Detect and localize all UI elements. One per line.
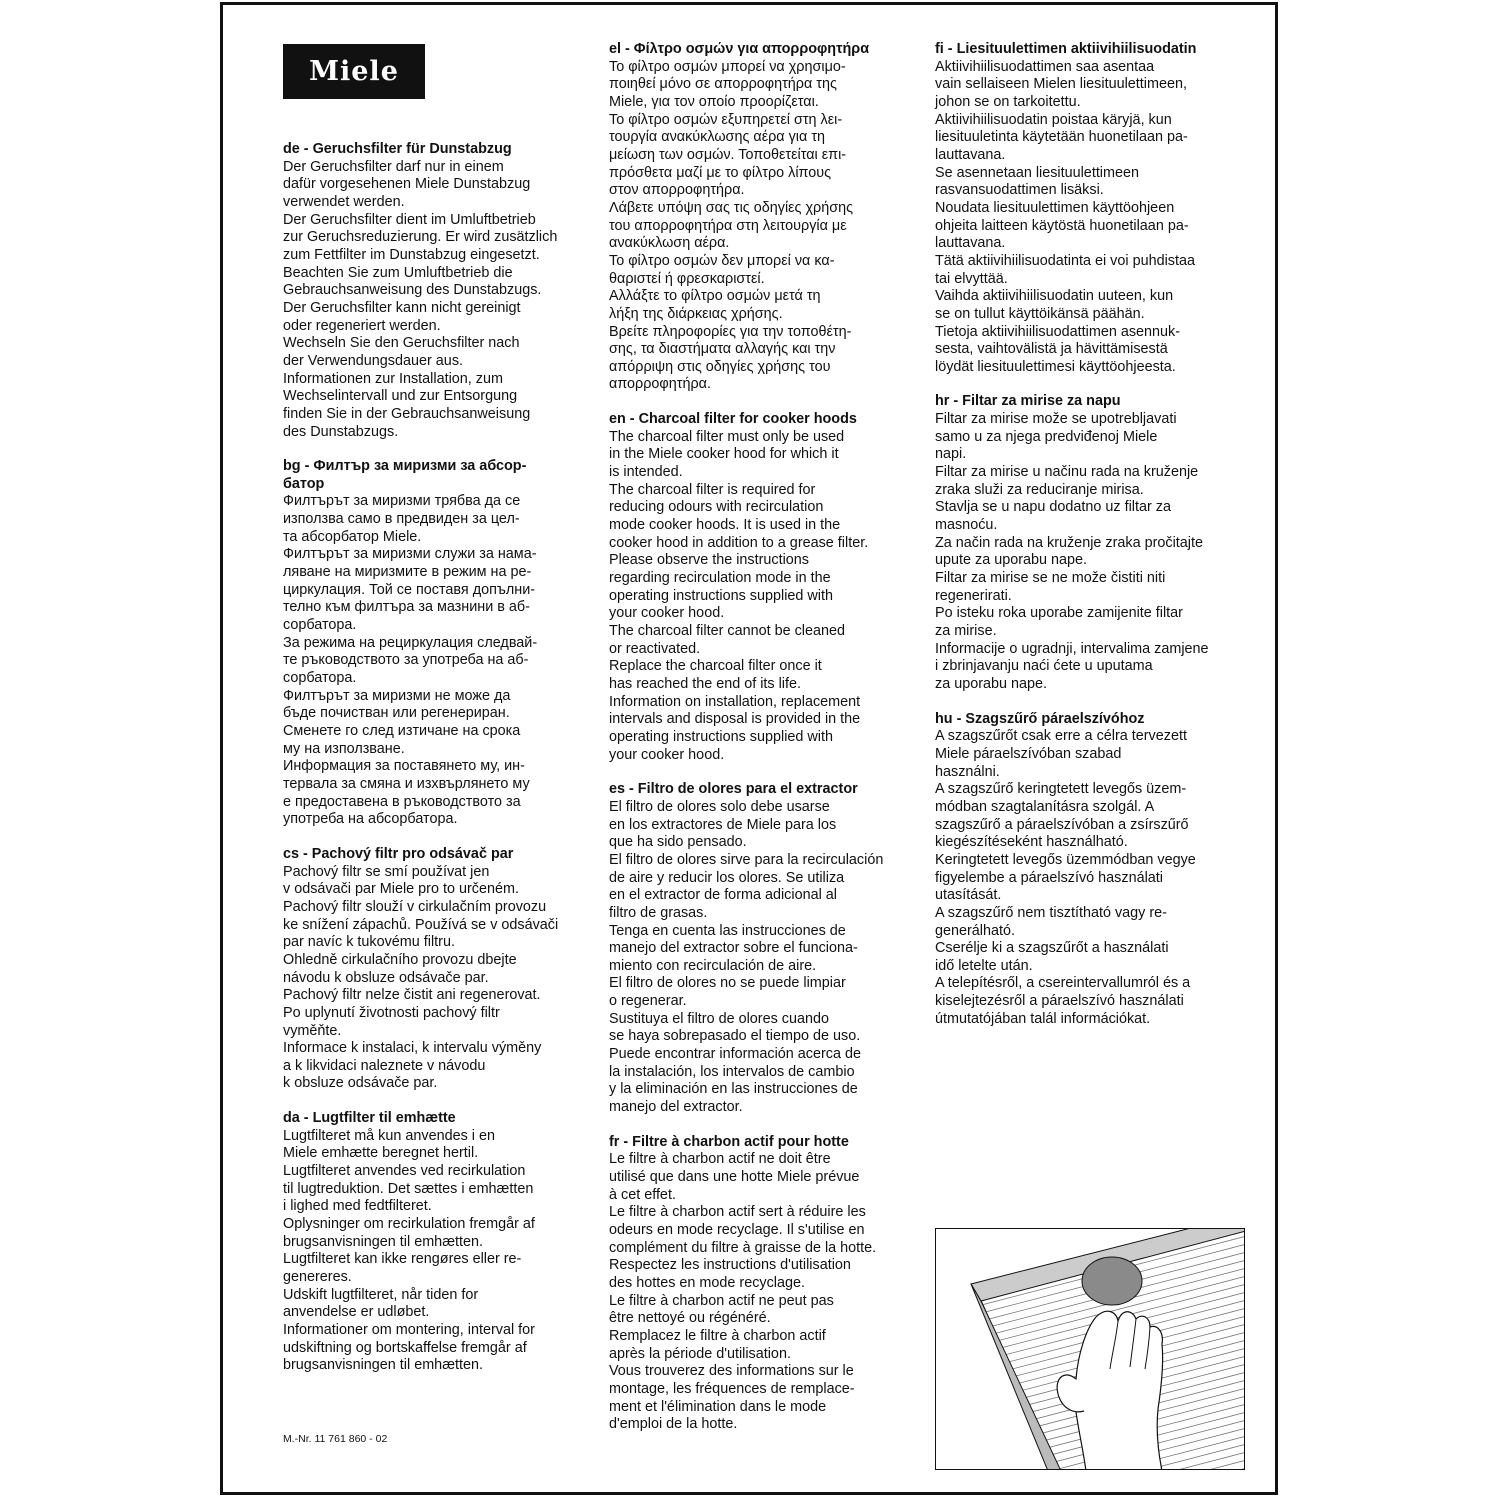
text-line: A szagszűrő nem tisztítható vagy re- bbox=[935, 904, 1167, 921]
text-line: regenerirati. bbox=[935, 587, 1012, 604]
text-line: Vaihda aktiivihiilisuodatin uuteen, kun bbox=[935, 288, 1174, 305]
text-line: използва само в предвиден за цел- bbox=[283, 511, 520, 528]
section-title: de - Geruchsfilter für Dunstabzug bbox=[283, 141, 512, 157]
text-line: Noudata liesituulettimen käyttöohjeen bbox=[935, 199, 1175, 216]
text-line: Vous trouverez des informations sur le bbox=[609, 1363, 854, 1380]
text-line: löydät liesituulettimesi käyttöohjeesta. bbox=[935, 358, 1176, 375]
text-line: par navíc k tukovému filtru. bbox=[283, 934, 455, 951]
text-line: generálható. bbox=[935, 922, 1016, 939]
section-bg bbox=[283, 458, 593, 829]
section-title-line: bg - Филтър за миризми за абсор- bbox=[283, 458, 527, 475]
text-line: Oplysninger om recirkulation fremgår af bbox=[283, 1216, 535, 1233]
text-line: za uporabu nape. bbox=[935, 675, 1048, 692]
miele-logo: Miele bbox=[283, 44, 425, 99]
text-line: Der Geruchsfilter dient im Umluftbetrieb bbox=[283, 211, 536, 228]
text-line: Le filtre à charbon actif sert à réduire les bbox=[609, 1204, 866, 1221]
text-line: en el extractor de forma adicional al bbox=[609, 887, 837, 904]
text-line: сорбатора. bbox=[283, 617, 357, 634]
text-line: Der Geruchsfilter kann nicht gereinigt bbox=[283, 299, 521, 316]
text-line: zur Geruchsreduzierung. Er wird zusätzlich bbox=[283, 229, 558, 246]
text-line: használni. bbox=[935, 763, 1000, 780]
text-line: samo u za njega predviđenoj Miele bbox=[935, 428, 1158, 445]
text-line: му на използване. bbox=[283, 740, 405, 757]
text-line: Сменете го след изтичане на срока bbox=[283, 723, 521, 739]
text-line: λήξη της διάρκειας χρήσης. bbox=[609, 305, 783, 322]
text-line: Sustituya el filtro de olores cuando bbox=[609, 1010, 829, 1027]
text-line: употреба на абсорбатора. bbox=[283, 811, 458, 828]
section-title-line: батор bbox=[283, 475, 325, 492]
section-body bbox=[935, 411, 1247, 694]
section-title: en - Charcoal filter for cooker hoods bbox=[609, 411, 857, 428]
text-line: Stavlja se u napu dodatno uz filtar za bbox=[935, 499, 1171, 516]
text-line: Le filtre à charbon actif ne doit être bbox=[609, 1151, 831, 1168]
text-line: του απορροφητήρα στη λειτουργία με bbox=[609, 217, 847, 234]
section-fr bbox=[609, 1134, 921, 1434]
text-line: szagszűrő a páraelszívóban a zsírszűrő bbox=[935, 816, 1189, 833]
text-line: Lugtfilteret må kun anvendes i en bbox=[283, 1127, 495, 1144]
text-line: Miele, για τον οποίο προορίζεται. bbox=[609, 93, 819, 110]
section-body bbox=[609, 59, 921, 394]
text-line: Ohledně cirkulačního provozu dbejte bbox=[283, 951, 517, 968]
column-1 bbox=[283, 141, 593, 1392]
text-line: Miele páraelszívóban szabad bbox=[935, 745, 1122, 762]
section-body bbox=[609, 799, 921, 1117]
text-line: de aire y reducir los olores. Se utiliza bbox=[609, 869, 845, 886]
text-line: manejo del extractor. bbox=[609, 1099, 743, 1116]
text-line: intervals and disposal is provided in the bbox=[609, 711, 861, 728]
text-line: napi. bbox=[935, 446, 967, 463]
text-line: la instalación, los intervalos de cambio bbox=[609, 1063, 855, 1080]
text-line: Βρείτε πληροφορίες για την τοποθέτη- bbox=[609, 323, 852, 340]
section-el bbox=[609, 41, 921, 394]
text-line: zraka služi za reduciranje mirisa. bbox=[935, 481, 1144, 498]
section-title: cs - Pachový filtr pro odsávač par bbox=[283, 845, 514, 862]
text-line: Lugtfilteret kan ikke rengøres eller re- bbox=[283, 1251, 522, 1268]
section-es bbox=[609, 781, 921, 1116]
text-line: Филтърът за миризми не може да bbox=[283, 687, 511, 704]
text-line: Филтърът за миризми служи за нама- bbox=[283, 546, 537, 563]
section-fi bbox=[935, 41, 1247, 376]
text-line: k obsluze odsávače par. bbox=[283, 1075, 438, 1092]
text-line: a k likvidaci naleznete v návodu bbox=[283, 1057, 486, 1074]
text-line: Pachový filtr se smí používat jen bbox=[283, 863, 490, 880]
text-line: que ha sido pensado. bbox=[609, 834, 747, 851]
text-line: Se asennetaan liesituulettimeen bbox=[935, 164, 1140, 181]
text-line: та абсорбатор Miele. bbox=[283, 528, 422, 545]
text-line: Po uplynutí životnosti pachový filtr bbox=[283, 1004, 500, 1021]
text-line: Филтърът за миризми трябва да се bbox=[283, 493, 521, 510]
text-line: oder regeneriert werden. bbox=[283, 317, 441, 334]
text-line: filtro de grasas. bbox=[609, 904, 708, 921]
section-title: hr - Filtar za mirise za napu bbox=[935, 393, 1121, 410]
text-line: Gebrauchsanweisung des Dunstabzugs. bbox=[283, 282, 542, 299]
text-line: Please observe the instructions bbox=[609, 552, 809, 569]
text-line: απορροφητήρα. bbox=[609, 376, 711, 393]
text-line: Tietoja aktiivihiilisuodattimen asennuk- bbox=[935, 323, 1181, 340]
text-line: être nettoyé ou régénéré. bbox=[609, 1310, 771, 1327]
text-line: in the Miele cooker hood for which it bbox=[609, 446, 839, 463]
text-line: тервала за смяна и изхвърлянето му bbox=[283, 775, 530, 792]
text-line: El filtro de olores sirve para la recirculación bbox=[609, 851, 884, 868]
text-line: Beachten Sie zum Umluftbetrieb die bbox=[283, 264, 513, 281]
text-line: τουργία ανακύκλωσης αέρα για τη bbox=[609, 129, 826, 146]
text-line: Informationen zur Installation, zum bbox=[283, 370, 503, 387]
text-line: i lighed med fedtfilteret. bbox=[283, 1198, 432, 1215]
section-cs bbox=[283, 846, 593, 1093]
text-line: Tenga en cuenta las instrucciones de bbox=[609, 922, 846, 939]
text-line: miento con recirculación de aire. bbox=[609, 957, 817, 974]
section-title: hu - Szagszűrő páraelszívóhoz bbox=[935, 710, 1145, 727]
text-line: Cserélje ki a szagszűrőt a használati bbox=[935, 940, 1169, 957]
text-line: lauttavana. bbox=[935, 235, 1006, 252]
text-line: mode cooker hoods. It is used in the bbox=[609, 517, 841, 534]
text-line: A szagszűrő keringtetett levegős üzem- bbox=[935, 781, 1187, 798]
column-2 bbox=[609, 41, 921, 1451]
text-line: utasítását. bbox=[935, 887, 1002, 904]
text-line: liesituuletinta käytetään huonetilaan pa- bbox=[935, 129, 1188, 146]
text-line: anvendelse er udløbet. bbox=[283, 1304, 430, 1321]
section-body bbox=[283, 493, 593, 828]
text-line: módban szagtalanításra szolgál. A bbox=[935, 798, 1155, 815]
text-line: der Verwendungsdauer aus. bbox=[283, 352, 464, 369]
text-line: Aktiivihiilisuodatin poistaa käryjä, kun bbox=[935, 111, 1172, 128]
text-line: στον απορροφητήρα. bbox=[609, 182, 745, 199]
text-line: tai elvyttää. bbox=[935, 270, 1008, 287]
text-line: à cet effet. bbox=[609, 1186, 676, 1203]
text-line: genereres. bbox=[283, 1269, 352, 1286]
text-line: Αλλάξτε το φίλτρο οσμών μετά τη bbox=[609, 288, 821, 305]
section-body bbox=[935, 59, 1247, 377]
text-line: Το φίλτρο οσμών δεν μπορεί να κα- bbox=[609, 252, 835, 269]
text-line: se on tullut käyttöikänsä päähän. bbox=[935, 305, 1145, 322]
text-line: cooker hood in addition to a grease filter. bbox=[609, 534, 869, 551]
text-line: Το φίλτρο οσμών μπορεί να χρησιμο- bbox=[609, 58, 846, 75]
text-line: Filtar za mirise se ne može čistiti niti bbox=[935, 570, 1166, 587]
text-line: σης, τα διαστήματα αλλαγής και την bbox=[609, 341, 836, 358]
text-line: návodu k obsluze odsávače par. bbox=[283, 969, 489, 986]
document-number: M.-Nr. 11 761 860 - 02 bbox=[283, 1433, 388, 1445]
text-line: lauttavana. bbox=[935, 146, 1006, 163]
text-line: ohjeita laitteen käytöstä huonetilaan pa- bbox=[935, 217, 1189, 234]
section-body bbox=[935, 728, 1247, 1028]
text-line: The charcoal filter must only be used bbox=[609, 428, 845, 445]
section-en bbox=[609, 411, 921, 764]
text-line: til lugtreduktion. Det sættes i emhætten bbox=[283, 1180, 534, 1197]
text-line: Wechselintervall und zur Entsorgung bbox=[283, 388, 518, 405]
text-line: zum Fettfilter im Dunstabzug eingesetzt. bbox=[283, 246, 540, 263]
text-line: ke snížení zápachů. Používá se v odsávači bbox=[283, 916, 559, 933]
text-line: brugsanvisningen til emhætten. bbox=[283, 1357, 483, 1374]
text-line: masnoću. bbox=[935, 517, 998, 534]
text-line: Miele emhætte beregnet hertil. bbox=[283, 1145, 479, 1162]
section-body bbox=[283, 159, 593, 442]
text-line: udskiftning og bortskaffelse fremgår af bbox=[283, 1339, 527, 1356]
section-de bbox=[283, 141, 593, 441]
text-line: Udskift lugtfilteret, når tiden for bbox=[283, 1286, 479, 1303]
text-line: johon se on tarkoitettu. bbox=[935, 93, 1081, 110]
text-line: Pachový filtr nelze čistit ani regenerovat. bbox=[283, 987, 541, 1004]
text-line: v odsávači par Miele pro to určeném. bbox=[283, 881, 519, 898]
text-line: your cooker hood. bbox=[609, 746, 725, 763]
text-line: figyelembe a páraelszívó használati bbox=[935, 869, 1163, 886]
text-line: Pachový filtr slouží v cirkulačním provozu bbox=[283, 898, 547, 915]
text-line: A telepítésről, a csereintervallumról és a bbox=[935, 975, 1191, 992]
text-line: телно към филтъра за мазнини в аб- bbox=[283, 599, 530, 616]
text-line: Information on installation, replacement bbox=[609, 693, 861, 710]
section-title bbox=[283, 458, 593, 493]
text-line: Tätä aktiivihiilisuodatinta ei voi puhdistaa bbox=[935, 252, 1195, 269]
text-line: ποιηθεί μόνο σε απορροφητήρα της bbox=[609, 76, 837, 93]
text-line: θαριστεί ή φρεσκαριστεί. bbox=[609, 270, 765, 287]
text-line: d'emploi de la hotte. bbox=[609, 1416, 738, 1433]
text-line: циркулация. Той се поставя допълни- bbox=[283, 581, 536, 598]
text-line: Filtar za mirise može se upotrebljavati bbox=[935, 411, 1177, 428]
section-body bbox=[609, 1151, 921, 1434]
text-line: is intended. bbox=[609, 464, 683, 481]
text-line: Информация за поставянето му, ин- bbox=[283, 758, 525, 775]
text-line: Za način rada na kruženje zraka pročitajte bbox=[935, 534, 1203, 551]
text-line: complément du filtre à graisse de la hotte. bbox=[609, 1239, 877, 1256]
text-line: your cooker hood. bbox=[609, 605, 725, 622]
text-line: ляване на миризмите в режим на ре- bbox=[283, 564, 532, 581]
text-line: ανακύκλωση αέρα. bbox=[609, 235, 730, 252]
text-line: operating instructions supplied with bbox=[609, 587, 833, 604]
text-line: За режима на рециркулация следвай- bbox=[283, 634, 538, 651]
text-line: απόρριψη στις οδηγίες χρήσης του bbox=[609, 358, 831, 375]
section-body bbox=[609, 429, 921, 764]
text-line: Le filtre à charbon actif ne peut pas bbox=[609, 1292, 834, 1309]
section-title: fr - Filtre à charbon actif pour hotte bbox=[609, 1133, 849, 1150]
text-line: The charcoal filter cannot be cleaned bbox=[609, 623, 845, 639]
text-line: Keringtetett levegős üzemmódban vegye bbox=[935, 851, 1196, 868]
text-line: i zbrinjavanju naći ćete u uputama bbox=[935, 658, 1153, 675]
text-line: kiegészítéseként használható. bbox=[935, 834, 1128, 851]
section-title: fi - Liesituulettimen aktiivihiilisuodatin bbox=[935, 41, 1197, 57]
text-line: The charcoal filter is required for bbox=[609, 481, 816, 498]
text-line: operating instructions supplied with bbox=[609, 728, 833, 745]
text-line: idő letelte után. bbox=[935, 957, 1033, 974]
text-line: or reactivated. bbox=[609, 640, 701, 657]
text-line: reducing odours with recirculation bbox=[609, 499, 824, 516]
text-line: finden Sie in der Gebrauchsanweisung bbox=[283, 405, 531, 422]
text-line: Respectez les instructions d'utilisation bbox=[609, 1257, 851, 1274]
text-line: A szagszűrőt csak erre a célra tervezett bbox=[935, 728, 1187, 745]
text-line: μείωση των οσμών. Τοποθετείται επι- bbox=[609, 146, 847, 163]
text-line: Το φίλτρο οσμών εξυπηρετεί στη λει- bbox=[609, 111, 843, 128]
text-line: regarding recirculation mode in the bbox=[609, 570, 831, 587]
text-line: El filtro de olores no se puede limpiar bbox=[609, 975, 846, 992]
text-line: Lugtfilteret anvendes ved recirkulation bbox=[283, 1163, 526, 1180]
text-line: Der Geruchsfilter darf nur in einem bbox=[283, 158, 504, 175]
text-line: vain sellaiseen Mielen liesituulettimeen, bbox=[935, 76, 1187, 93]
text-line: za mirise. bbox=[935, 623, 997, 639]
charcoal-filter-disc bbox=[1082, 1257, 1142, 1305]
section-da bbox=[283, 1110, 593, 1375]
text-line: Po isteku roka uporabe zamijenite filtar bbox=[935, 605, 1183, 622]
text-line: odeurs en mode recyclage. Il s'utilise en bbox=[609, 1222, 865, 1238]
text-line: sesta, vaihtovälistä ja hävittämisestä bbox=[935, 341, 1168, 358]
section-title: da - Lugtfilter til emhætte bbox=[283, 1110, 456, 1127]
text-line: se haya sobrepasado el tiempo de uso. bbox=[609, 1028, 861, 1045]
section-body bbox=[283, 1128, 593, 1375]
text-line: Remplacez le filtre à charbon actif bbox=[609, 1327, 826, 1344]
text-line: útmutatójában talál információkat. bbox=[935, 1010, 1151, 1027]
text-line: upute za uporabu nape. bbox=[935, 552, 1088, 569]
text-line: brugsanvisningen til emhætten. bbox=[283, 1233, 483, 1250]
text-line: des hottes en mode recyclage. bbox=[609, 1274, 805, 1291]
text-line: manejo del extractor sobre el funciona- bbox=[609, 940, 858, 957]
text-line: Informacije o ugradnji, intervalima zamjene bbox=[935, 640, 1209, 657]
text-line: те ръководството за употреба на аб- bbox=[283, 652, 529, 669]
text-line: ment et l'élimination dans le mode bbox=[609, 1398, 827, 1415]
section-hu bbox=[935, 711, 1247, 1029]
section-hr bbox=[935, 393, 1247, 693]
text-line: rasvansuodattimen lisäksi. bbox=[935, 182, 1104, 199]
text-line: après la période d'utilisation. bbox=[609, 1345, 791, 1362]
text-line: Informace k instalaci, k intervalu výměny bbox=[283, 1040, 542, 1057]
section-title: es - Filtro de olores para el extractor bbox=[609, 781, 858, 798]
text-line: y la eliminación en las instrucciones de bbox=[609, 1081, 858, 1098]
text-line: vyměňte. bbox=[283, 1022, 342, 1039]
section-title: el - Φίλτρο οσμών για απορροφητήρα bbox=[609, 41, 870, 57]
text-line: montage, les fréquences de remplace- bbox=[609, 1380, 855, 1397]
text-line: El filtro de olores solo debe usarse bbox=[609, 798, 830, 815]
text-line: Wechseln Sie den Geruchsfilter nach bbox=[283, 335, 520, 352]
text-line: verwendet werden. bbox=[283, 193, 405, 210]
text-line: dafür vorgesehenen Miele Dunstabzug bbox=[283, 176, 531, 193]
text-line: en los extractores de Miele para los bbox=[609, 816, 837, 833]
text-line: o regenerar. bbox=[609, 993, 687, 1010]
text-line: Aktiivihiilisuodattimen saa asentaa bbox=[935, 58, 1155, 75]
text-line: е предоставена в ръководството за bbox=[283, 793, 521, 810]
text-line: Filtar za mirise u načinu rada na kruženje bbox=[935, 464, 1199, 481]
hand-inserting-filter-icon bbox=[936, 1229, 1245, 1470]
text-line: πρόσθετα μαζί με το φίλτρο λίπους bbox=[609, 164, 832, 181]
filter-installation-illustration bbox=[935, 1228, 1245, 1470]
text-line: Λάβετε υπόψη σας τις οδηγίες χρήσης bbox=[609, 199, 854, 216]
text-line: has reached the end of its life. bbox=[609, 675, 801, 692]
text-line: бъде почистван или регенериран. bbox=[283, 705, 510, 722]
text-line: Informationer om montering, interval for bbox=[283, 1322, 535, 1338]
text-line: Puede encontrar información acerca de bbox=[609, 1046, 861, 1063]
text-line: сорбатора. bbox=[283, 670, 357, 687]
text-line: Replace the charcoal filter once it bbox=[609, 658, 822, 675]
text-line: kiselejtezésről a páraelszívó használati bbox=[935, 993, 1184, 1010]
section-body bbox=[283, 864, 593, 1094]
text-line: utilisé que dans une hotte Miele prévue bbox=[609, 1169, 860, 1186]
column-3 bbox=[935, 41, 1247, 1045]
text-line: des Dunstabzugs. bbox=[283, 423, 399, 440]
